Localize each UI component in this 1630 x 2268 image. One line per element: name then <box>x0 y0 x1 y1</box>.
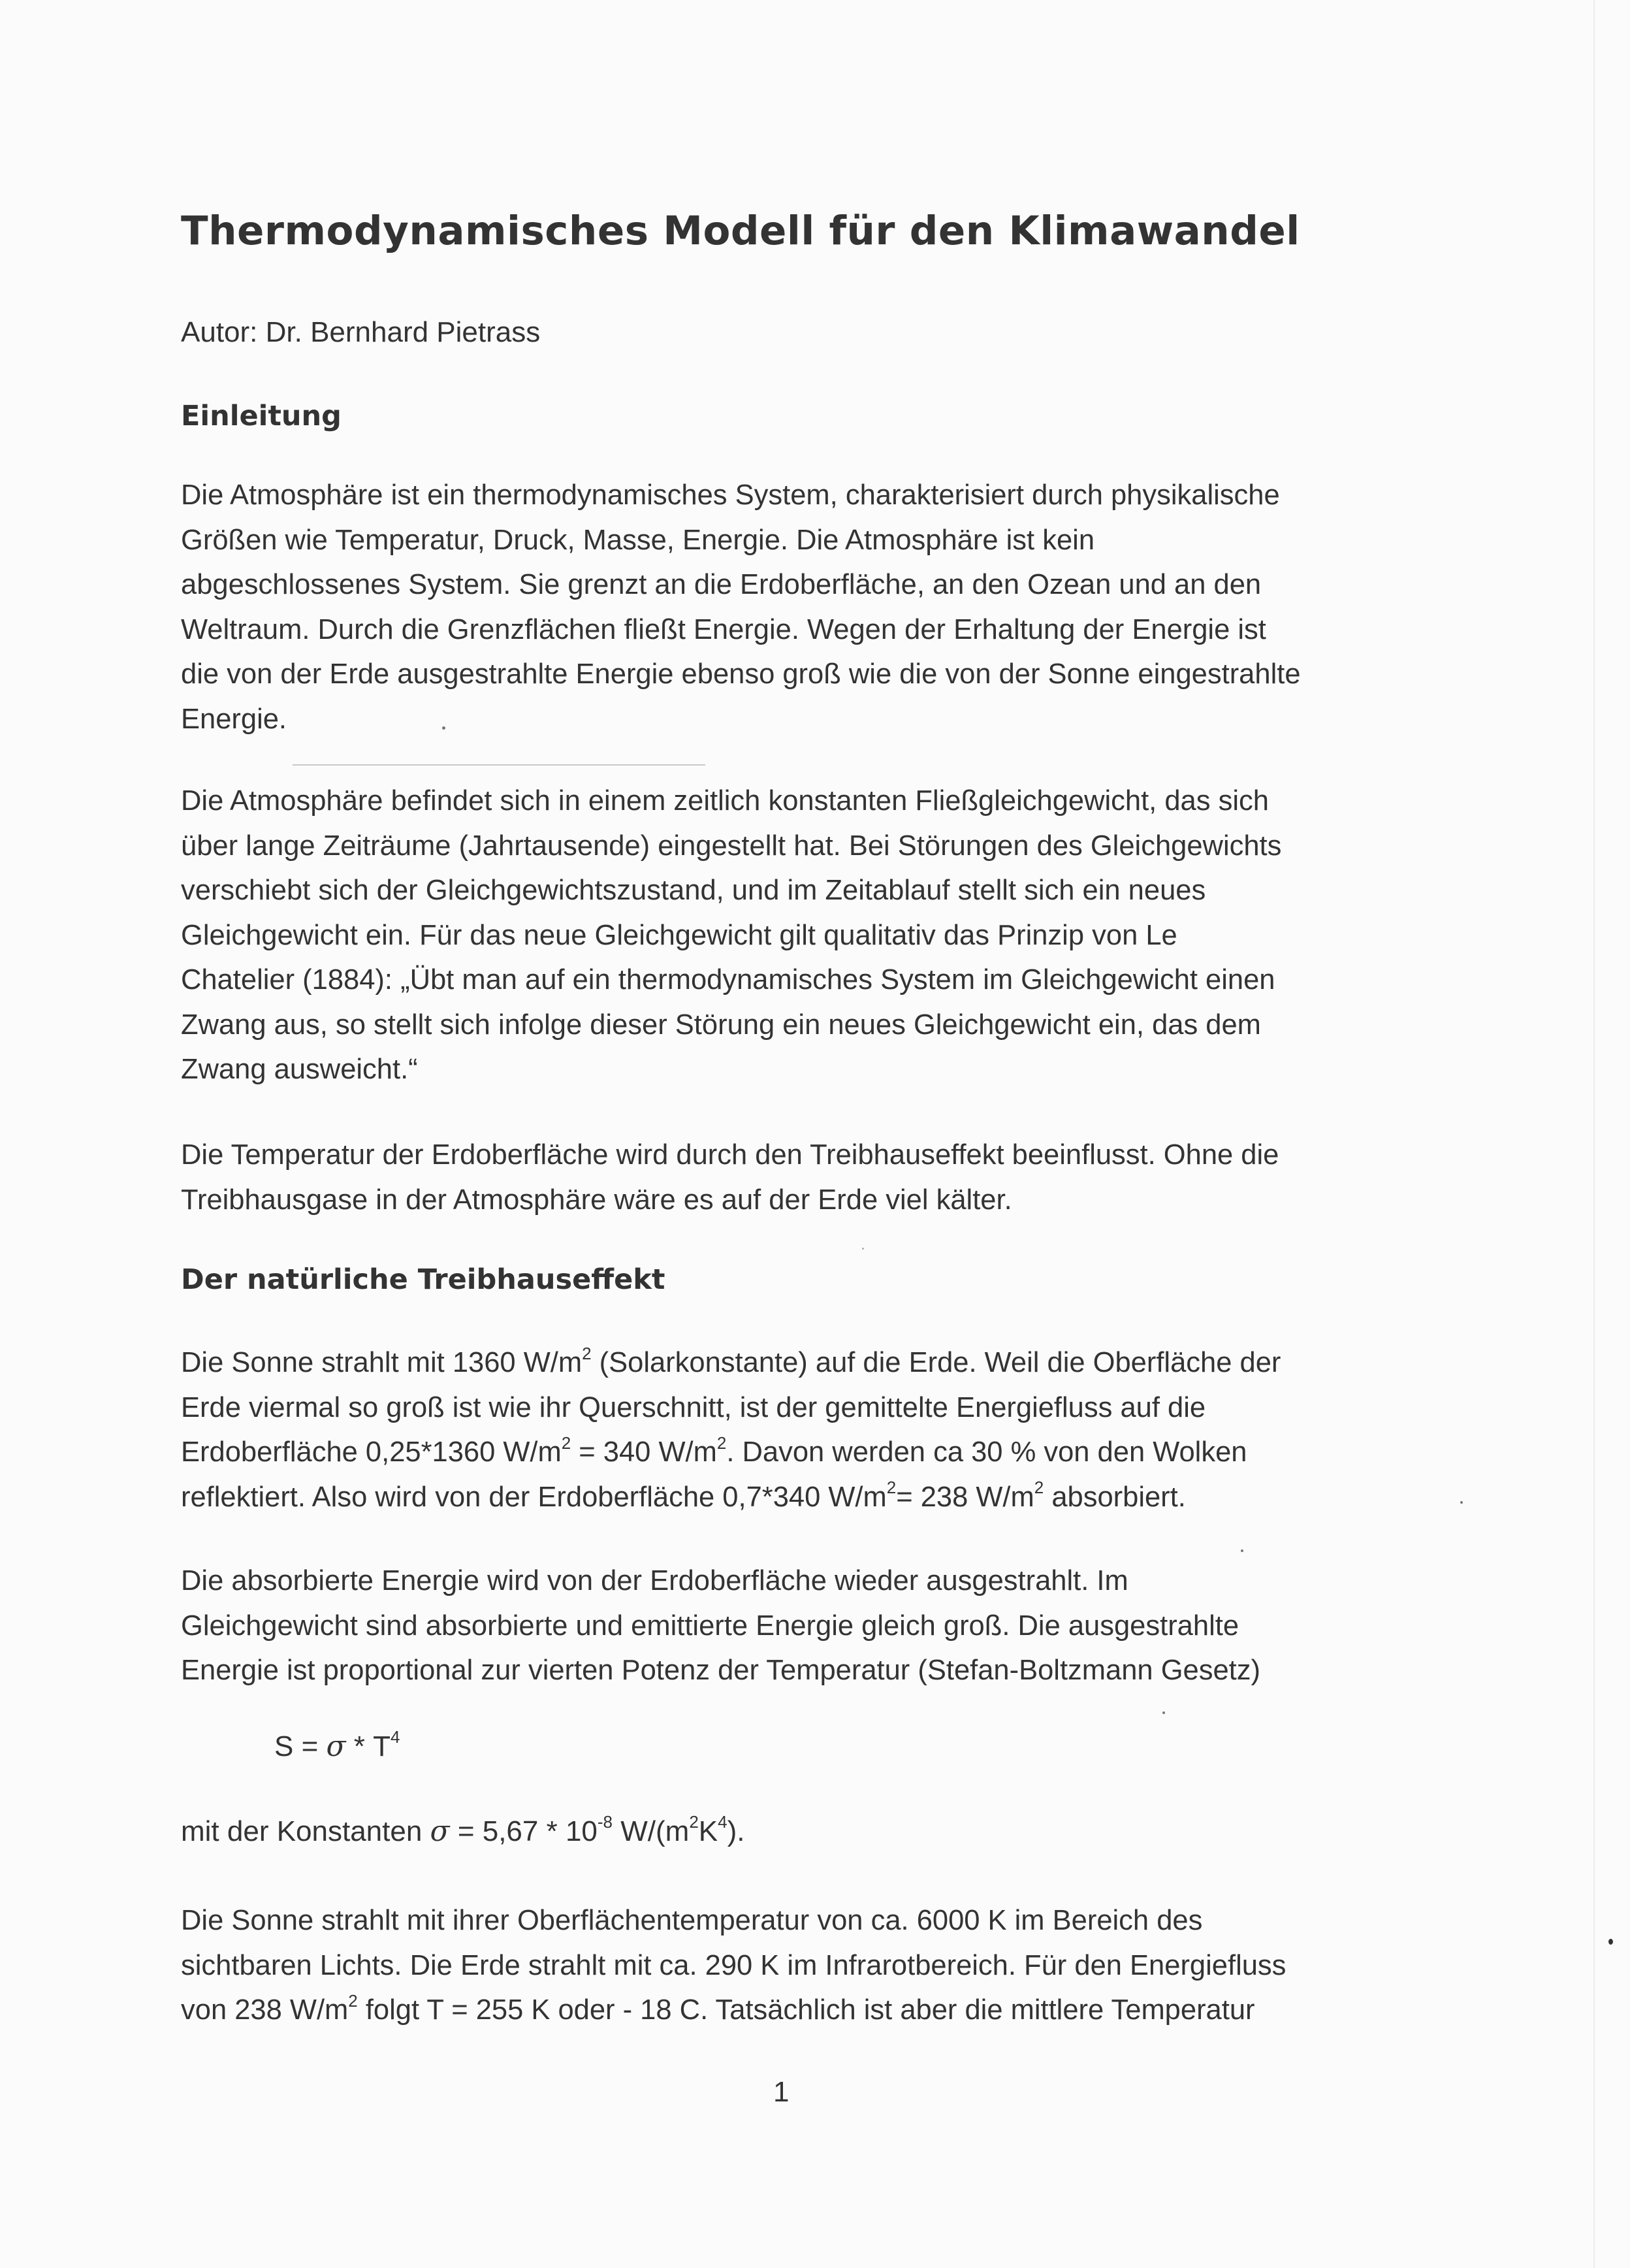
paragraph-line: Gleichgewicht ein. Für das neue Gleichgewicht gilt qualitativ das Prinzip von Le <box>181 919 1177 951</box>
stefan-boltzmann-formula: $S = \sigma * T^4$ <box>274 1727 400 1763</box>
paragraph-5 <box>181 1559 1396 1693</box>
constant-line: mit der Konstanten $\sigma = 5,67 * 10^{-8}$ $W/(m^2K^4)$. <box>181 1812 745 1848</box>
paragraph-line: Größen wie Temperatur, Druck, Masse, Energie. Die Atmosphäre ist kein <box>181 524 1095 556</box>
paragraph-line: reflektiert. Also wird von der Erdoberfläche 0,7*340 $W/m^2= 238$ $W/m^2$ absorbiert. <box>181 1478 1186 1513</box>
paragraph-line: Energie ist proportional zur vierten Potenz der Temperatur (Stefan-Boltzmann Gesetz) <box>181 1655 1260 1686</box>
paragraph-line: Die Sonne strahlt mit 1360 $W/m^2$ (Solarkonstante) auf die Erde. Weil die Oberfläche der <box>181 1343 1281 1378</box>
scan-speck <box>442 726 445 730</box>
paragraph-6 <box>181 1898 1396 2033</box>
paragraph-line: Zwang aus, so stellt sich infolge dieser Störung ein neues Gleichgewicht ein, das dem <box>181 1009 1261 1041</box>
paragraph-line: Die Sonne strahlt mit ihrer Oberflächentemperatur von ca. 6000 K im Bereich des <box>181 1905 1203 1936</box>
section-heading-treibhauseffekt: Der natürliche Treibhauseffekt <box>181 1263 665 1296</box>
paragraph-line: Erdoberfläche 0,25*1360 $W/m^2 = 340$ $W/m^2$. Davon werden ca 30 % von den Wolken <box>181 1433 1247 1468</box>
paragraph-3 <box>181 1133 1396 1222</box>
paragraph-line: Die Temperatur der Erdoberfläche wird durch den Treibhauseffekt beeinflusst. Ohne die <box>181 1139 1279 1171</box>
paragraph-line: Treibhausgase in der Atmosphäre wäre es auf der Erde viel kälter. <box>181 1184 1012 1216</box>
paragraph-line: Die absorbierte Energie wird von der Erdoberfläche wieder ausgestrahlt. Im <box>181 1565 1128 1596</box>
paragraph-line: sichtbaren Lichts. Die Erde strahlt mit ca. 290 K im Infrarotbereich. Für den Energiefluss <box>181 1949 1286 1981</box>
paragraph-line: Erde viermal so groß ist wie ihr Querschnitt, ist der gemittelte Energiefluss auf die <box>181 1391 1206 1423</box>
paragraph-line: Chatelier (1884): „Übt man auf ein thermodynamisches System im Gleichgewicht einen <box>181 964 1275 996</box>
paragraph-1 <box>181 473 1396 741</box>
paragraph-line: abgeschlossenes System. Sie grenzt an die Erdoberfläche, an den Ozean und an den <box>181 569 1262 600</box>
paragraph-4 <box>181 1340 1396 1519</box>
scan-edge-line <box>1593 0 1595 2268</box>
author-line: Autor: Dr. Bernhard Pietrass <box>181 316 541 348</box>
paragraph-line: Energie. <box>181 703 287 735</box>
document-title: Thermodynamisches Modell für den Klimawandel <box>181 208 1300 254</box>
section-heading-einleitung: Einleitung <box>181 400 342 432</box>
scan-speck <box>1460 1501 1463 1504</box>
paragraph-2 <box>181 779 1396 1092</box>
paragraph-line: Zwang ausweicht.“ <box>181 1054 418 1085</box>
paragraph-line: Weltraum. Durch die Grenzflächen fließt Energie. Wegen der Erhaltung der Energie ist <box>181 613 1266 645</box>
paragraph-line: über lange Zeiträume (Jahrtausende) eingestellt hat. Bei Störungen des Gleichgewichts <box>181 830 1282 862</box>
scan-speck <box>1608 1939 1613 1945</box>
paragraph-line: Gleichgewicht sind absorbierte und emittierte Energie gleich groß. Die ausgestrahlte <box>181 1610 1239 1642</box>
paragraph-line: von 238 $W/m^2$ folgt T = 255 K oder - 18 C. Tatsächlich ist aber die mittlere Temperatur <box>181 1990 1255 2026</box>
divider-line <box>293 764 705 766</box>
scan-speck <box>1162 1711 1165 1714</box>
page-number: 1 <box>773 2076 790 2108</box>
paragraph-line: verschiebt sich der Gleichgewichtszustand, und im Zeitablauf stellt sich ein neues <box>181 875 1206 906</box>
paragraph-line: Die Atmosphäre befindet sich in einem zeitlich konstanten Fließgleichgewicht, das sich <box>181 785 1269 817</box>
scan-speck <box>1241 1549 1243 1552</box>
paragraph-line: die von der Erde ausgestrahlte Energie ebenso groß wie die von der Sonne eingestrahlte <box>181 658 1301 690</box>
paragraph-line: Die Atmosphäre ist ein thermodynamisches System, charakterisiert durch physikalische <box>181 479 1280 511</box>
scan-speck <box>862 1248 864 1250</box>
